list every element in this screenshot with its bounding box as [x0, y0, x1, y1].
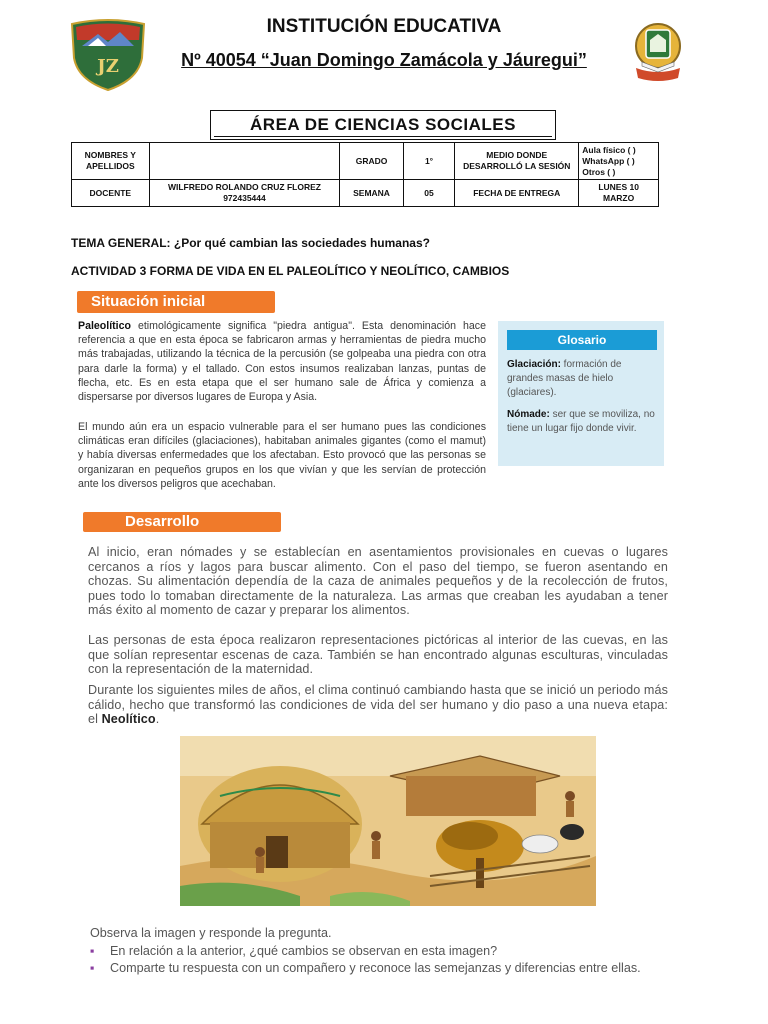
question-item-1: ▪ En relación a la anterior, ¿qué cambios se observan en esta imagen?: [90, 944, 498, 958]
teacher-name: WILFREDO ROLANDO CRUZ FLOREZ: [167, 182, 321, 192]
glossary-entry-nomad: Nómade: ser que se moviliza, no tiene un lugar fijo donde vivir.: [507, 409, 655, 434]
activity-title: ACTIVIDAD 3 FORMA DE VIDA EN EL PALEOLÍTICO Y NEOLÍTICO, CAMBIOS: [71, 264, 510, 278]
bullet-icon: ▪: [90, 944, 95, 958]
development-paragraph-1: Al inicio, eran nómades y se establecían en asentamientos provisionales en cuevas o lugares cercanos a ríos y lagos para buscar alimento. Con el paso del tiempo, se fueron asentando en chozas. Su alimentación dependía de la caza de animales pequeños y de la recolección de frutos, pues todo lo tomaban directamente de la naturaleza. Las armas que creaban les ayudaban a tener más éxito al momento de cazar y preparar los alimentos.: [88, 545, 668, 618]
glossary-entry-glaciation: Glaciación: formación de grandes masas de hielo (glaciares).: [507, 359, 622, 398]
area-title: ÁREA DE CIENCIAS SOCIALES: [210, 110, 556, 140]
svg-text:JZ: JZ: [97, 56, 119, 77]
media-options[interactable]: [579, 143, 659, 180]
media-option-classroom[interactable]: Aula físico ( ): [582, 144, 636, 155]
school-shield-logo: [68, 18, 148, 92]
delivery-label: FECHA DE ENTREGA: [455, 180, 579, 207]
media-option-whatsapp[interactable]: WhatsApp ( ): [582, 155, 635, 166]
media-option-other[interactable]: Otros ( ): [582, 166, 616, 177]
grade-label: GRADO: [340, 143, 404, 180]
school-name: Nº 40054 “Juan Domingo Zamácola y Jáuregui”: [181, 50, 587, 70]
teacher-phone: 972435444: [223, 193, 266, 203]
development-heading: Desarrollo: [83, 512, 281, 532]
grade-value: 1°: [403, 143, 454, 180]
development-paragraph-3: Durante los siguientes miles de años, el clima continuó cambiando hasta que se inició un periodo más cálido, hecho que transformó las condiciones de vida del ser humano y dio paso a una nueva etapa: el Neolítico.: [88, 683, 668, 727]
initial-situation-heading: Situación inicial: [77, 291, 275, 313]
teacher-info: [149, 180, 340, 207]
week-label: SEMANA: [340, 180, 404, 207]
general-topic: TEMA GENERAL: ¿Por qué cambian las sociedades humanas?: [71, 236, 430, 250]
week-value: 05: [403, 180, 454, 207]
glossary-heading: Glosario: [507, 330, 657, 350]
neolithic-term: Neolítico: [101, 712, 156, 727]
names-label: NOMBRES Y APELLIDOS: [72, 143, 150, 180]
teacher-label: DOCENTE: [72, 180, 150, 207]
names-field[interactable]: [149, 143, 340, 180]
institution-title: INSTITUCIÓN EDUCATIVA: [266, 16, 502, 37]
neolithic-village-illustration: [180, 736, 596, 906]
delivery-value: LUNES 10 MARZO: [579, 180, 659, 207]
student-info-table: [71, 142, 659, 207]
media-label: MEDIO DONDE DESARROLLÓ LA SESIÓN: [455, 143, 579, 180]
initial-situation-paragraph-1: Paleolítico etimológicamente significa "piedra antigua". Esta denominación hace referencia a que en esta época se fabricaron armas y herramientas de piedra mucho más trabajadas, utilizando la técnica de la percusión (se golpeaba una piedra con otra para darle la forma) y el tallado. Con estos insumos realizaban lanzas, puntas de flecha, etc. Es en esta etapa que el ser humano sale de África y comienza a dispersarse por diversos lugares de Europa y Asia.: [78, 320, 486, 404]
school-emblem-logo: [628, 20, 688, 86]
question-intro: Observa la imagen y responde la pregunta.: [90, 926, 332, 940]
paleolithic-term: Paleolítico: [78, 320, 131, 332]
development-paragraph-2: Las personas de esta época realizaron representaciones pictóricas al interior de las cuevas, en las que solían representar escenas de caza. También se han encontrado algunas esculturas, vinculadas con la representación de la maternidad.: [88, 633, 668, 677]
initial-situation-paragraph-2: El mundo aún era un espacio vulnerable para el ser humano pues las condiciones climáticas eran difíciles (glaciaciones), habitaban animales gigantes (como el mamut) y había diversas enfermedades que los afectaban. Esto provocó que las personas se organizaran en pequeños grupos en los que vivían y que les servían de protección ante los diversos peligros que acechaban.: [78, 421, 486, 490]
bullet-icon: ▪: [90, 961, 95, 975]
question-item-2: ▪ Comparte tu respuesta con un compañero y reconoce las semejanzas y diferencias entre ellas.: [90, 961, 641, 975]
